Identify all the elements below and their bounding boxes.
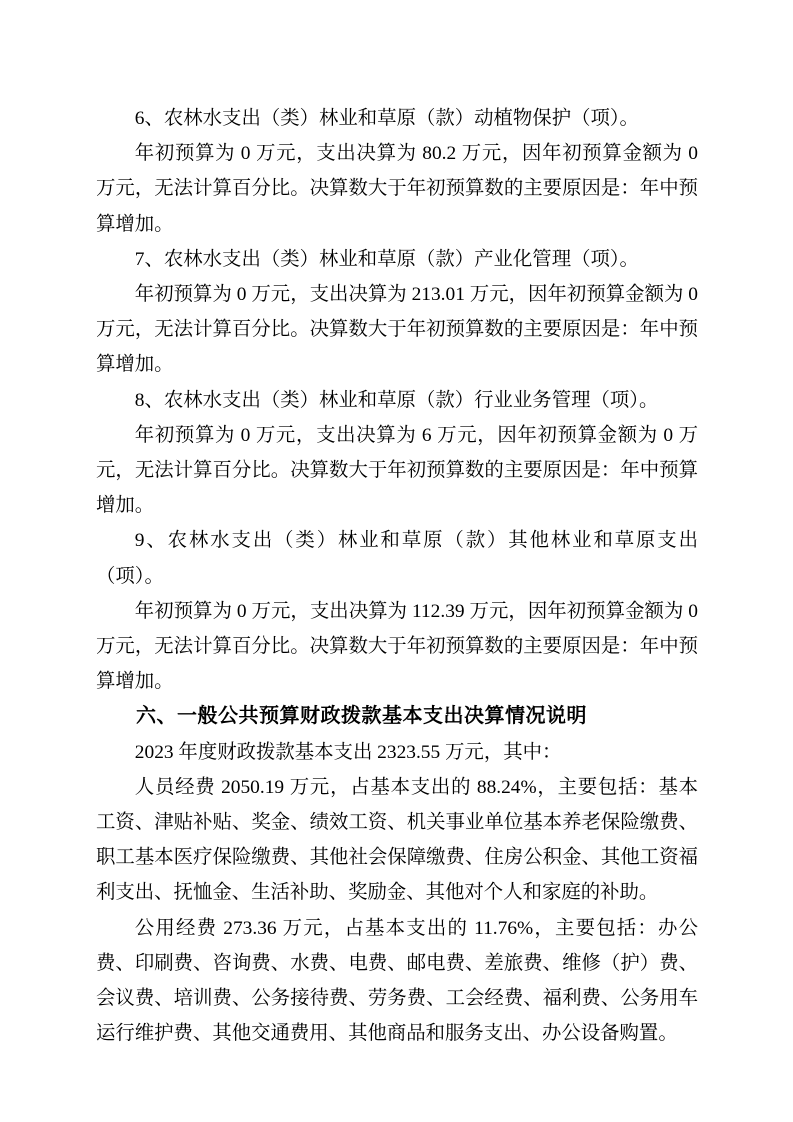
paragraph-item-6-explanation: 年初预算为 0 万元，支出决算为 80.2 万元，因年初预算金额为 0 万元，无法计算百分比。决算数大于年初预算数的主要原因是：年中预算增加。 xyxy=(96,143,698,235)
section-heading-6: 六、一般公共预算财政拨款基本支出决算情况说明 xyxy=(136,705,587,728)
paragraph-item-7-title: 7、农林水支出（类）林业和草原（款）产业化管理（项）。 xyxy=(134,248,639,270)
paragraph-public-funds: 公用经费 273.36 万元，占基本支出的 11.76%，主要包括：办公费、印刷费、咨询费、水费、电费、邮电费、差旅费、维修（护）费、会议费、培训费、公务接待费、劳务费、工会经费、福利费、公务用车运行维护费、其他交通费用、其他商品和服务支出、办公设备购置。 xyxy=(96,917,698,1045)
paragraph-item-9-title: 9、农林水支出（类）林业和草原（款）其他林业和草原支出（项）。 xyxy=(96,530,698,587)
paragraph-basic-expense-total: 2023 年度财政拨款基本支出 2323.55 万元，其中： xyxy=(134,741,562,763)
paragraph-item-8-explanation: 年初预算为 0 万元，支出决算为 6 万元，因年初预算金额为 0 万元，无法计算百分比。决算数大于年初预算数的主要原因是：年中预算增加。 xyxy=(96,424,698,517)
paragraph-item-9-explanation: 年初预算为 0 万元，支出决算为 112.39 万元，因年初预算金额为 0 万元，无法计算百分比。决算数大于年初预算数的主要原因是：年中预算增加。 xyxy=(96,600,698,693)
paragraph-item-6-title: 6、农林水支出（类）林业和草原（款）动植物保护（项）。 xyxy=(134,108,639,129)
paragraph-item-8-title: 8、农林水支出（类）林业和草原（款）行业业务管理（项）。 xyxy=(134,389,659,411)
paragraph-item-7-explanation: 年初预算为 0 万元，支出决算为 213.01 万元，因年初预算金额为 0 万元，无法计算百分比。决算数大于年初预算数的主要原因是：年中预算增加。 xyxy=(96,284,698,376)
paragraph-personnel-funds: 人员经费 2050.19 万元，占基本支出的 88.24%，主要包括：基本工资、津贴补贴、奖金、绩效工资、机关事业单位基本养老保险缴费、职工基本医疗保险缴费、其他社会保障缴费、住房公积金、其他工资福利支出、抚恤金、生活补助、奖励金、其他对个人和家庭的补助。 xyxy=(96,776,698,904)
